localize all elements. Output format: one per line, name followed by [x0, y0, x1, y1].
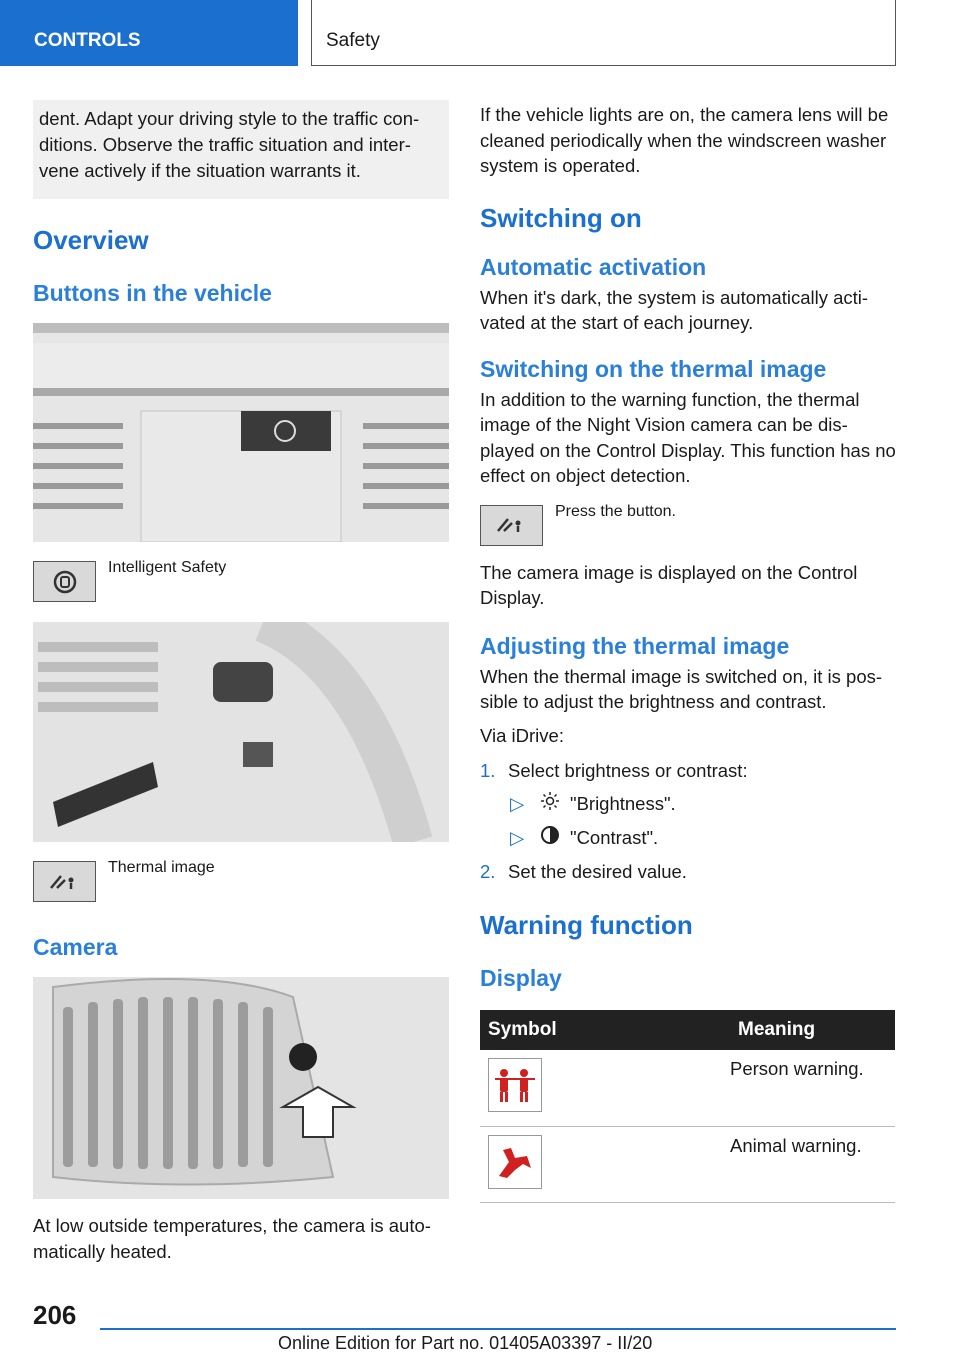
page-header	[0, 0, 960, 66]
via-idrive-text: Via iDrive:	[480, 724, 564, 746]
bullet-arrow-icon: ▷	[510, 827, 525, 848]
thermal-image-label: Thermal image	[108, 859, 215, 876]
heading-switching-on: Switching on	[480, 202, 642, 233]
contrast-label: "Contrast".	[570, 827, 659, 848]
brightness-label: "Brightness".	[570, 793, 676, 814]
heading-automatic-activation: Automatic activation	[480, 253, 707, 280]
intelligent-safety-icon	[33, 561, 96, 602]
brightness-icon	[540, 791, 570, 817]
caution-note: dent. Adapt your driving style to the traffic conditions. Observe the traffic situation and intervene actively if the situation warrants it.	[33, 100, 449, 199]
table-row	[480, 1126, 895, 1202]
warning-symbol-table	[480, 1010, 895, 1203]
thermal-image-icon	[33, 861, 96, 902]
camera-grille-photo	[33, 977, 449, 1199]
left-column	[33, 100, 449, 1264]
dashboard-photo	[33, 323, 449, 542]
symbol-cell	[480, 1126, 730, 1202]
bullet-arrow-icon: ▷	[510, 793, 525, 814]
meaning-cell: Person warning.	[730, 1050, 895, 1126]
heading-overview: Overview	[33, 225, 149, 255]
column-header-meaning: Meaning	[730, 1010, 895, 1050]
thermal-image-row	[33, 861, 449, 902]
camera-heating-text: At low outside temperatures, the camera is automatically heated.	[33, 1215, 431, 1262]
lens-cleaning-text: If the vehicle lights are on, the camera lens will be cleaned periodically when the windscreen washer system is operated.	[480, 104, 889, 176]
press-button-row	[480, 502, 896, 546]
chapter-title: Safety	[311, 0, 896, 66]
heading-display: Display	[480, 965, 562, 991]
step-number: 1.	[480, 760, 496, 781]
meaning-cell: Animal warning.	[730, 1126, 895, 1202]
thermal-image-icon	[480, 505, 543, 546]
image-displayed-text: The camera image is displayed on the Control Display.	[480, 561, 858, 608]
heading-adjust-thermal: Adjusting the thermal image	[480, 632, 790, 659]
sub-item-brightness	[480, 791, 896, 817]
intelligent-safety-label: Intelligent Safety	[108, 559, 227, 576]
step-number: 2.	[480, 861, 496, 882]
person-warning-icon	[488, 1058, 542, 1112]
column-header-symbol: Symbol	[480, 1010, 730, 1050]
step-2	[480, 859, 896, 884]
heading-thermal-on: Switching on the thermal image	[480, 355, 827, 382]
step-text: Set the desired value.	[508, 861, 687, 882]
step-1	[480, 758, 896, 783]
animal-warning-icon	[488, 1135, 542, 1189]
section-tab[interactable]: CONTROLS	[0, 0, 298, 66]
edition-text: Online Edition for Part no. 01405A03397 - II/20	[278, 1333, 653, 1353]
steering-wheel-photo	[33, 622, 449, 842]
heading-buttons: Buttons in the vehicle	[33, 280, 272, 306]
sub-item-contrast	[480, 825, 896, 851]
heading-warning-function: Warning function	[480, 910, 693, 940]
press-button-label: Press the button.	[555, 502, 676, 520]
table-row	[480, 1050, 895, 1126]
heading-camera: Camera	[33, 934, 118, 960]
footer-divider	[100, 1328, 896, 1330]
automatic-activation-text: When it's dark, the system is automatically activated at the start of each journey.	[480, 286, 869, 333]
step-text: Select brightness or contrast:	[508, 760, 748, 781]
thermal-on-text: In addition to the warning function, the thermal image of the Night Vision camera can be displayed on the Control Display. This function has no effect on object detection.	[480, 388, 896, 486]
adjust-text: When the thermal image is switched on, it is possible to adjust the brightness and contrast.	[480, 665, 883, 712]
contrast-icon	[540, 825, 570, 851]
symbol-cell	[480, 1050, 730, 1126]
page-number: 206	[33, 1300, 77, 1330]
right-column	[480, 102, 896, 1203]
intelligent-safety-row	[33, 561, 449, 602]
